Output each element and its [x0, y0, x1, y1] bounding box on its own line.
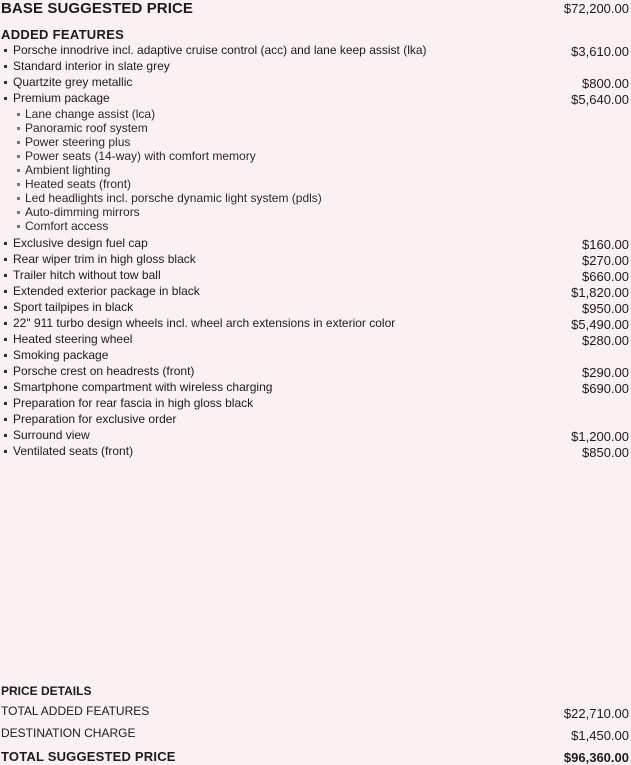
feature-name: Ventilated seats (front) — [13, 444, 134, 458]
feature-item — [0, 348, 631, 362]
feature-name: Extended exterior package in black — [13, 284, 200, 298]
feature-price: $1,820.00 — [571, 285, 629, 300]
package-subitem: Power steering plus — [0, 135, 631, 149]
package-subitem: Led headlights incl. porsche dynamic light system (pdls) — [0, 191, 631, 205]
feature-item — [0, 268, 631, 282]
total-suggested-price-value: $96,360.00 — [563, 750, 629, 765]
total-added-features-label: TOTAL ADDED FEATURES — [1, 704, 150, 718]
feature-name: Sport tailpipes in black — [13, 300, 134, 314]
feature-name: Preparation for exclusive order — [13, 412, 177, 426]
package-subitem: Panoramic roof system — [0, 121, 631, 135]
feature-price: $5,490.00 — [571, 317, 629, 332]
feature-price: $800.00 — [582, 76, 629, 91]
feature-name: 22" 911 turbo design wheels incl. wheel arch extensions in exterior color — [13, 316, 396, 330]
feature-item — [0, 364, 631, 378]
feature-name: Rear wiper trim in high gloss black — [13, 252, 196, 266]
feature-name: Porsche innodrive incl. adaptive cruise control (acc) and lane keep assist (lka) — [13, 43, 427, 57]
feature-name: Porsche crest on headrests (front) — [13, 364, 195, 378]
feature-price: $690.00 — [582, 381, 629, 396]
feature-item — [0, 236, 631, 250]
package-subitem: Power seats (14-way) with comfort memory — [0, 149, 631, 163]
feature-item — [0, 444, 631, 458]
destination-charge-value: $1,450.00 — [571, 728, 629, 743]
package-subitem: Lane change assist (lca) — [0, 107, 631, 121]
base-price-label: BASE SUGGESTED PRICE — [1, 0, 194, 17]
feature-name: Premium package — [13, 91, 110, 105]
feature-name: Quartzite grey metallic — [13, 75, 133, 89]
feature-item — [0, 91, 631, 105]
feature-name: Exclusive design fuel cap — [13, 236, 148, 250]
feature-price: $160.00 — [582, 237, 629, 252]
added-features-list — [0, 43, 631, 460]
feature-item — [0, 316, 631, 330]
total-suggested-price-label: TOTAL SUGGESTED PRICE — [1, 749, 176, 764]
package-subitems — [0, 107, 631, 233]
feature-price: $280.00 — [582, 333, 629, 348]
feature-name: Smoking package — [13, 348, 109, 362]
feature-item — [0, 59, 631, 73]
destination-charge-label: DESTINATION CHARGE — [1, 726, 136, 740]
feature-item — [0, 332, 631, 346]
feature-price: $660.00 — [582, 269, 629, 284]
package-subitem: Comfort access — [0, 219, 631, 233]
feature-price: $290.00 — [582, 365, 629, 380]
feature-name: Preparation for rear fascia in high gloss black — [13, 396, 254, 410]
price-details-title: PRICE DETAILS — [1, 684, 92, 698]
feature-price: $3,610.00 — [571, 44, 629, 59]
feature-name: Heated steering wheel — [13, 332, 133, 346]
feature-name: Surround view — [13, 428, 90, 442]
feature-item — [0, 300, 631, 314]
package-subitem: Auto-dimming mirrors — [0, 205, 631, 219]
feature-item — [0, 252, 631, 266]
feature-price: $5,640.00 — [571, 92, 629, 107]
added-features-title: ADDED FEATURES — [1, 27, 125, 42]
feature-name: Standard interior in slate grey — [13, 59, 170, 73]
feature-price: $850.00 — [582, 445, 629, 460]
feature-item — [0, 380, 631, 394]
feature-item — [0, 75, 631, 89]
feature-item — [0, 428, 631, 442]
package-subitem: Heated seats (front) — [0, 177, 631, 191]
base-price-value: $72,200.00 — [563, 1, 629, 16]
feature-item — [0, 412, 631, 426]
feature-price: $1,200.00 — [571, 429, 629, 444]
feature-price: $950.00 — [582, 301, 629, 316]
feature-item — [0, 284, 631, 298]
feature-item — [0, 396, 631, 410]
package-subitem: Ambient lighting — [0, 163, 631, 177]
base-price-row — [0, 0, 631, 18]
feature-name: Trailer hitch without tow ball — [13, 268, 161, 282]
feature-item — [0, 43, 631, 57]
feature-price: $270.00 — [582, 253, 629, 268]
feature-name: Smartphone compartment with wireless charging — [13, 380, 273, 394]
total-added-features-value: $22,710.00 — [563, 706, 629, 721]
